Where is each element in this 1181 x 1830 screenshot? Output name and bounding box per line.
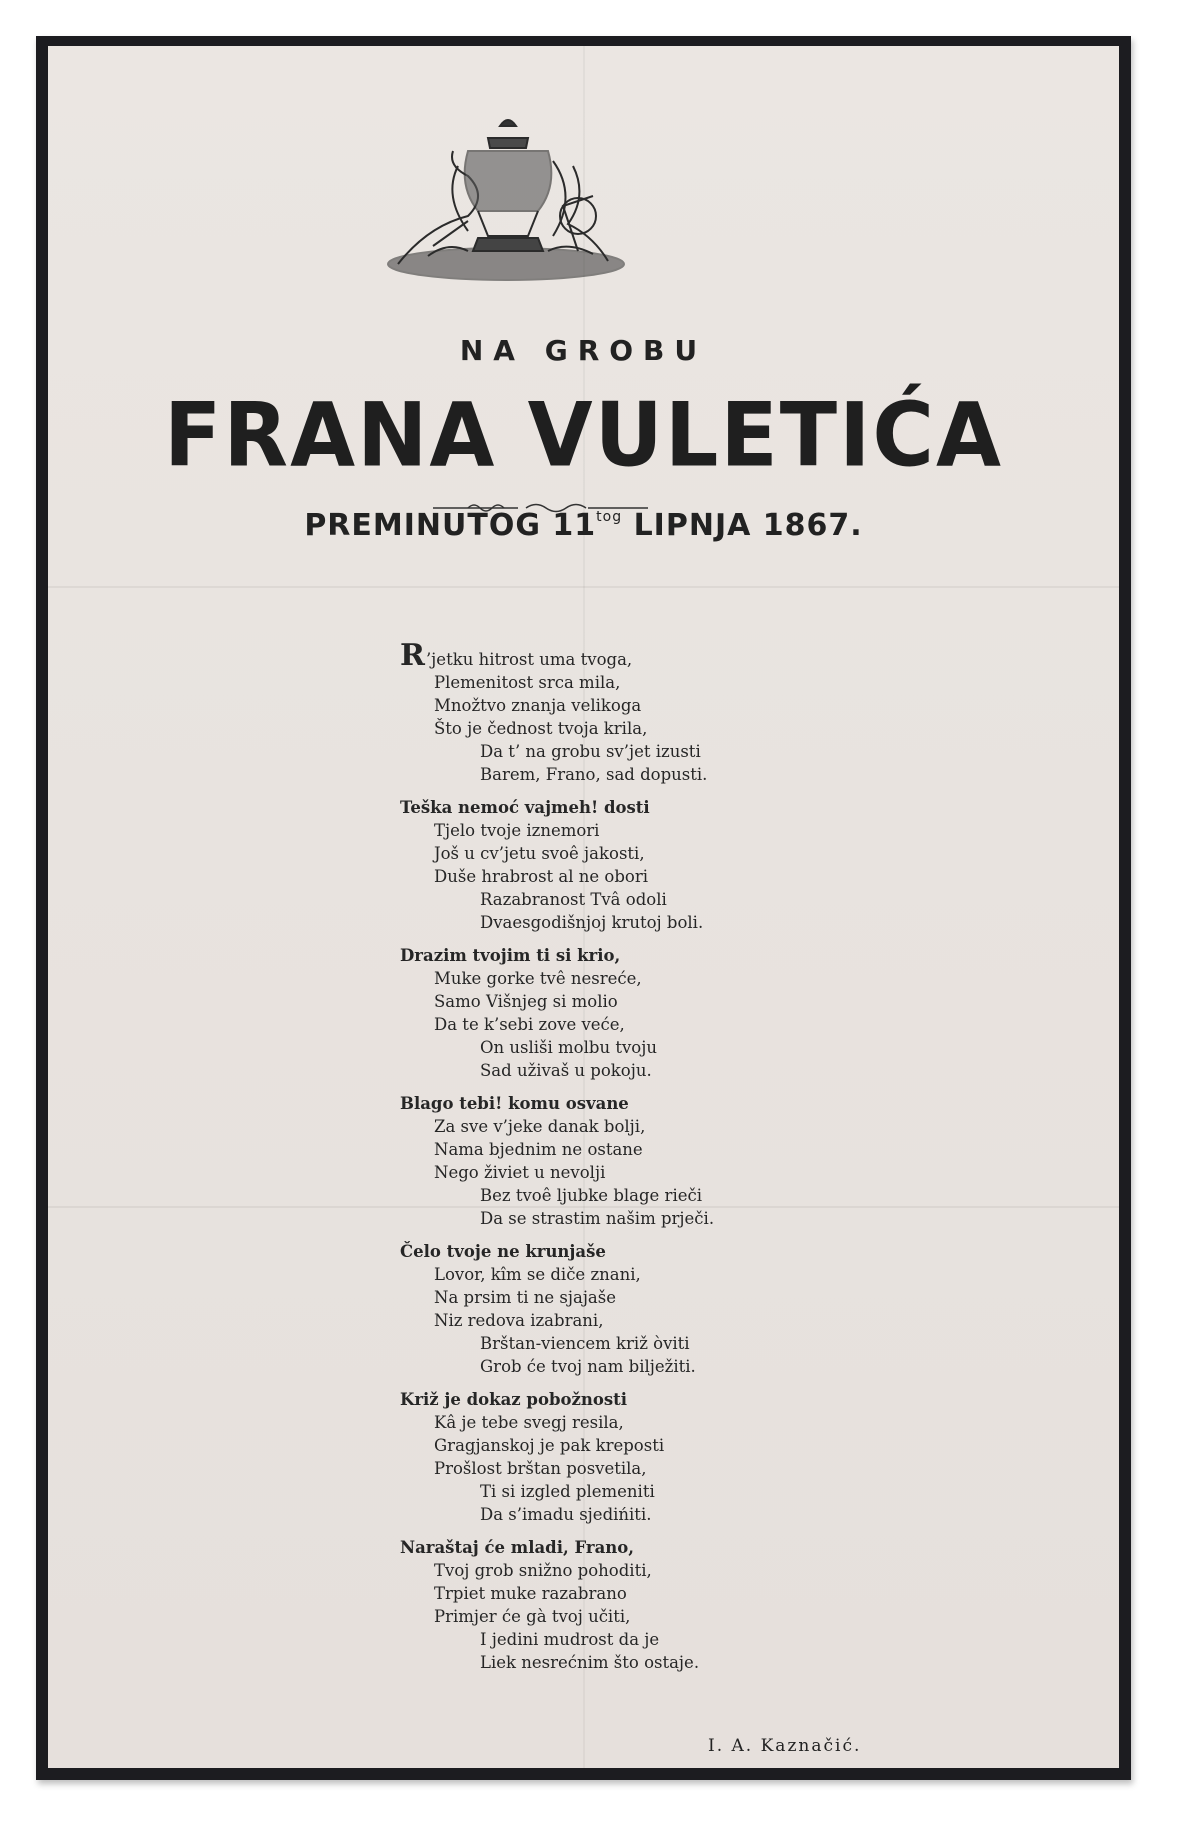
poem [400, 638, 840, 1684]
poem-line: Za sve v’jeke danak bolji, [434, 1117, 646, 1136]
poem-line: Da se strastim našim prječi. [480, 1209, 715, 1228]
drop-cap: R [400, 638, 425, 673]
poem-line: Još u cv’jetu svoê jakosti, [434, 844, 645, 863]
poem-line: Dvaesgodišnjoj krutoj boli. [480, 913, 704, 932]
poem-line: Prošlost brštan posvetila, [434, 1459, 647, 1478]
poem-line: Trpiet muke razabrano [434, 1584, 627, 1603]
poem-line: R’jetku hitrost uma tvoga, [400, 638, 633, 673]
poem-line: Da t’ na grobu sv’jet izusti [480, 742, 701, 761]
poem-line: Liek nesrećnim što ostaje. [480, 1653, 700, 1672]
poem-line: Nego živiet u nevolji [434, 1163, 606, 1182]
poem-line: Niz redova izabrani, [434, 1311, 604, 1330]
date-suffix: LIPNJA 1867. [622, 508, 863, 543]
poem-line: Lovor, kîm se diče znani, [434, 1265, 641, 1284]
broadsheet-border [36, 36, 1131, 1780]
poem-line: Grob će tvoj nam bilježiti. [480, 1357, 696, 1376]
poem-line: Samo Višnjeg si molio [434, 992, 618, 1011]
poem-line: Primjer će gà tvoj učiti, [434, 1607, 631, 1626]
date-prefix: PREMINUTOG 11 [304, 508, 597, 543]
poem-line: Bez tvoê ljubke blage rieči [480, 1186, 703, 1205]
poem-line: Drazim tvojim ti si krio, [400, 946, 621, 965]
poem-line: I jedini mudrost da je [480, 1630, 660, 1649]
poem-line: Što je čednost tvoja krila, [434, 719, 648, 738]
poem-line: Plemenitost srca mila, [434, 673, 621, 692]
poem-line: Duše hrabrost al ne obori [434, 867, 649, 886]
paper-sheet [48, 46, 1119, 1768]
poem-line: Brštan-viencem križ òviti [480, 1334, 690, 1353]
poem-line: Nama bjednim ne ostane [434, 1140, 643, 1159]
poem-line: Tvoj grob snižno pohoditi, [434, 1561, 652, 1580]
stanza [400, 796, 840, 934]
stanza [400, 1240, 840, 1378]
poem-line: Da te k’sebi zove veće, [434, 1015, 625, 1034]
stanza [400, 944, 840, 1082]
poem-line: Čelo tvoje ne krunjaše [400, 1242, 606, 1261]
stanza [400, 1092, 840, 1230]
page-title: FRANA VULETIĆA [164, 383, 1003, 487]
poem-line: Kâ je tebe svegj resila, [434, 1413, 624, 1432]
poem-line: Teška nemoć vajmeh! dosti [400, 798, 650, 817]
poem-line: Ti si izgled plemeniti [480, 1482, 655, 1501]
poem-line: Naraštaj će mladi, Frano, [400, 1538, 635, 1557]
date-superscript: tog [596, 509, 623, 525]
poem-line: Gragjanskoj je pak kreposti [434, 1436, 665, 1455]
poem-line: Muke gorke tvê nesreće, [434, 969, 642, 988]
stanza [400, 1536, 840, 1674]
subtitle: NA GROBU [459, 334, 708, 367]
poem-line: Razabranost Tvâ odoli [480, 890, 667, 909]
poem-line: Blago tebi! komu osvane [400, 1094, 629, 1113]
poem-line: Tjelo tvoje iznemori [434, 821, 600, 840]
poem-line: Barem, Frano, sad dopusti. [480, 765, 708, 784]
stanza [400, 638, 840, 786]
poem-line: Na prsim ti ne sjajaše [434, 1288, 616, 1307]
poem-line: Da s’imadu sjedińiti. [480, 1505, 652, 1524]
poem-line: On usliši molbu tvoju [480, 1038, 657, 1057]
stanza [400, 1388, 840, 1526]
death-date [48, 508, 1119, 543]
poem-line: Množtvo znanja velikoga [434, 696, 642, 715]
author-signature: I. A. Kaznačić. [708, 1736, 862, 1756]
poem-line: Križ je dokaz pobožnosti [400, 1390, 628, 1409]
poem-line: Sad uživaš u pokoju. [480, 1061, 652, 1080]
